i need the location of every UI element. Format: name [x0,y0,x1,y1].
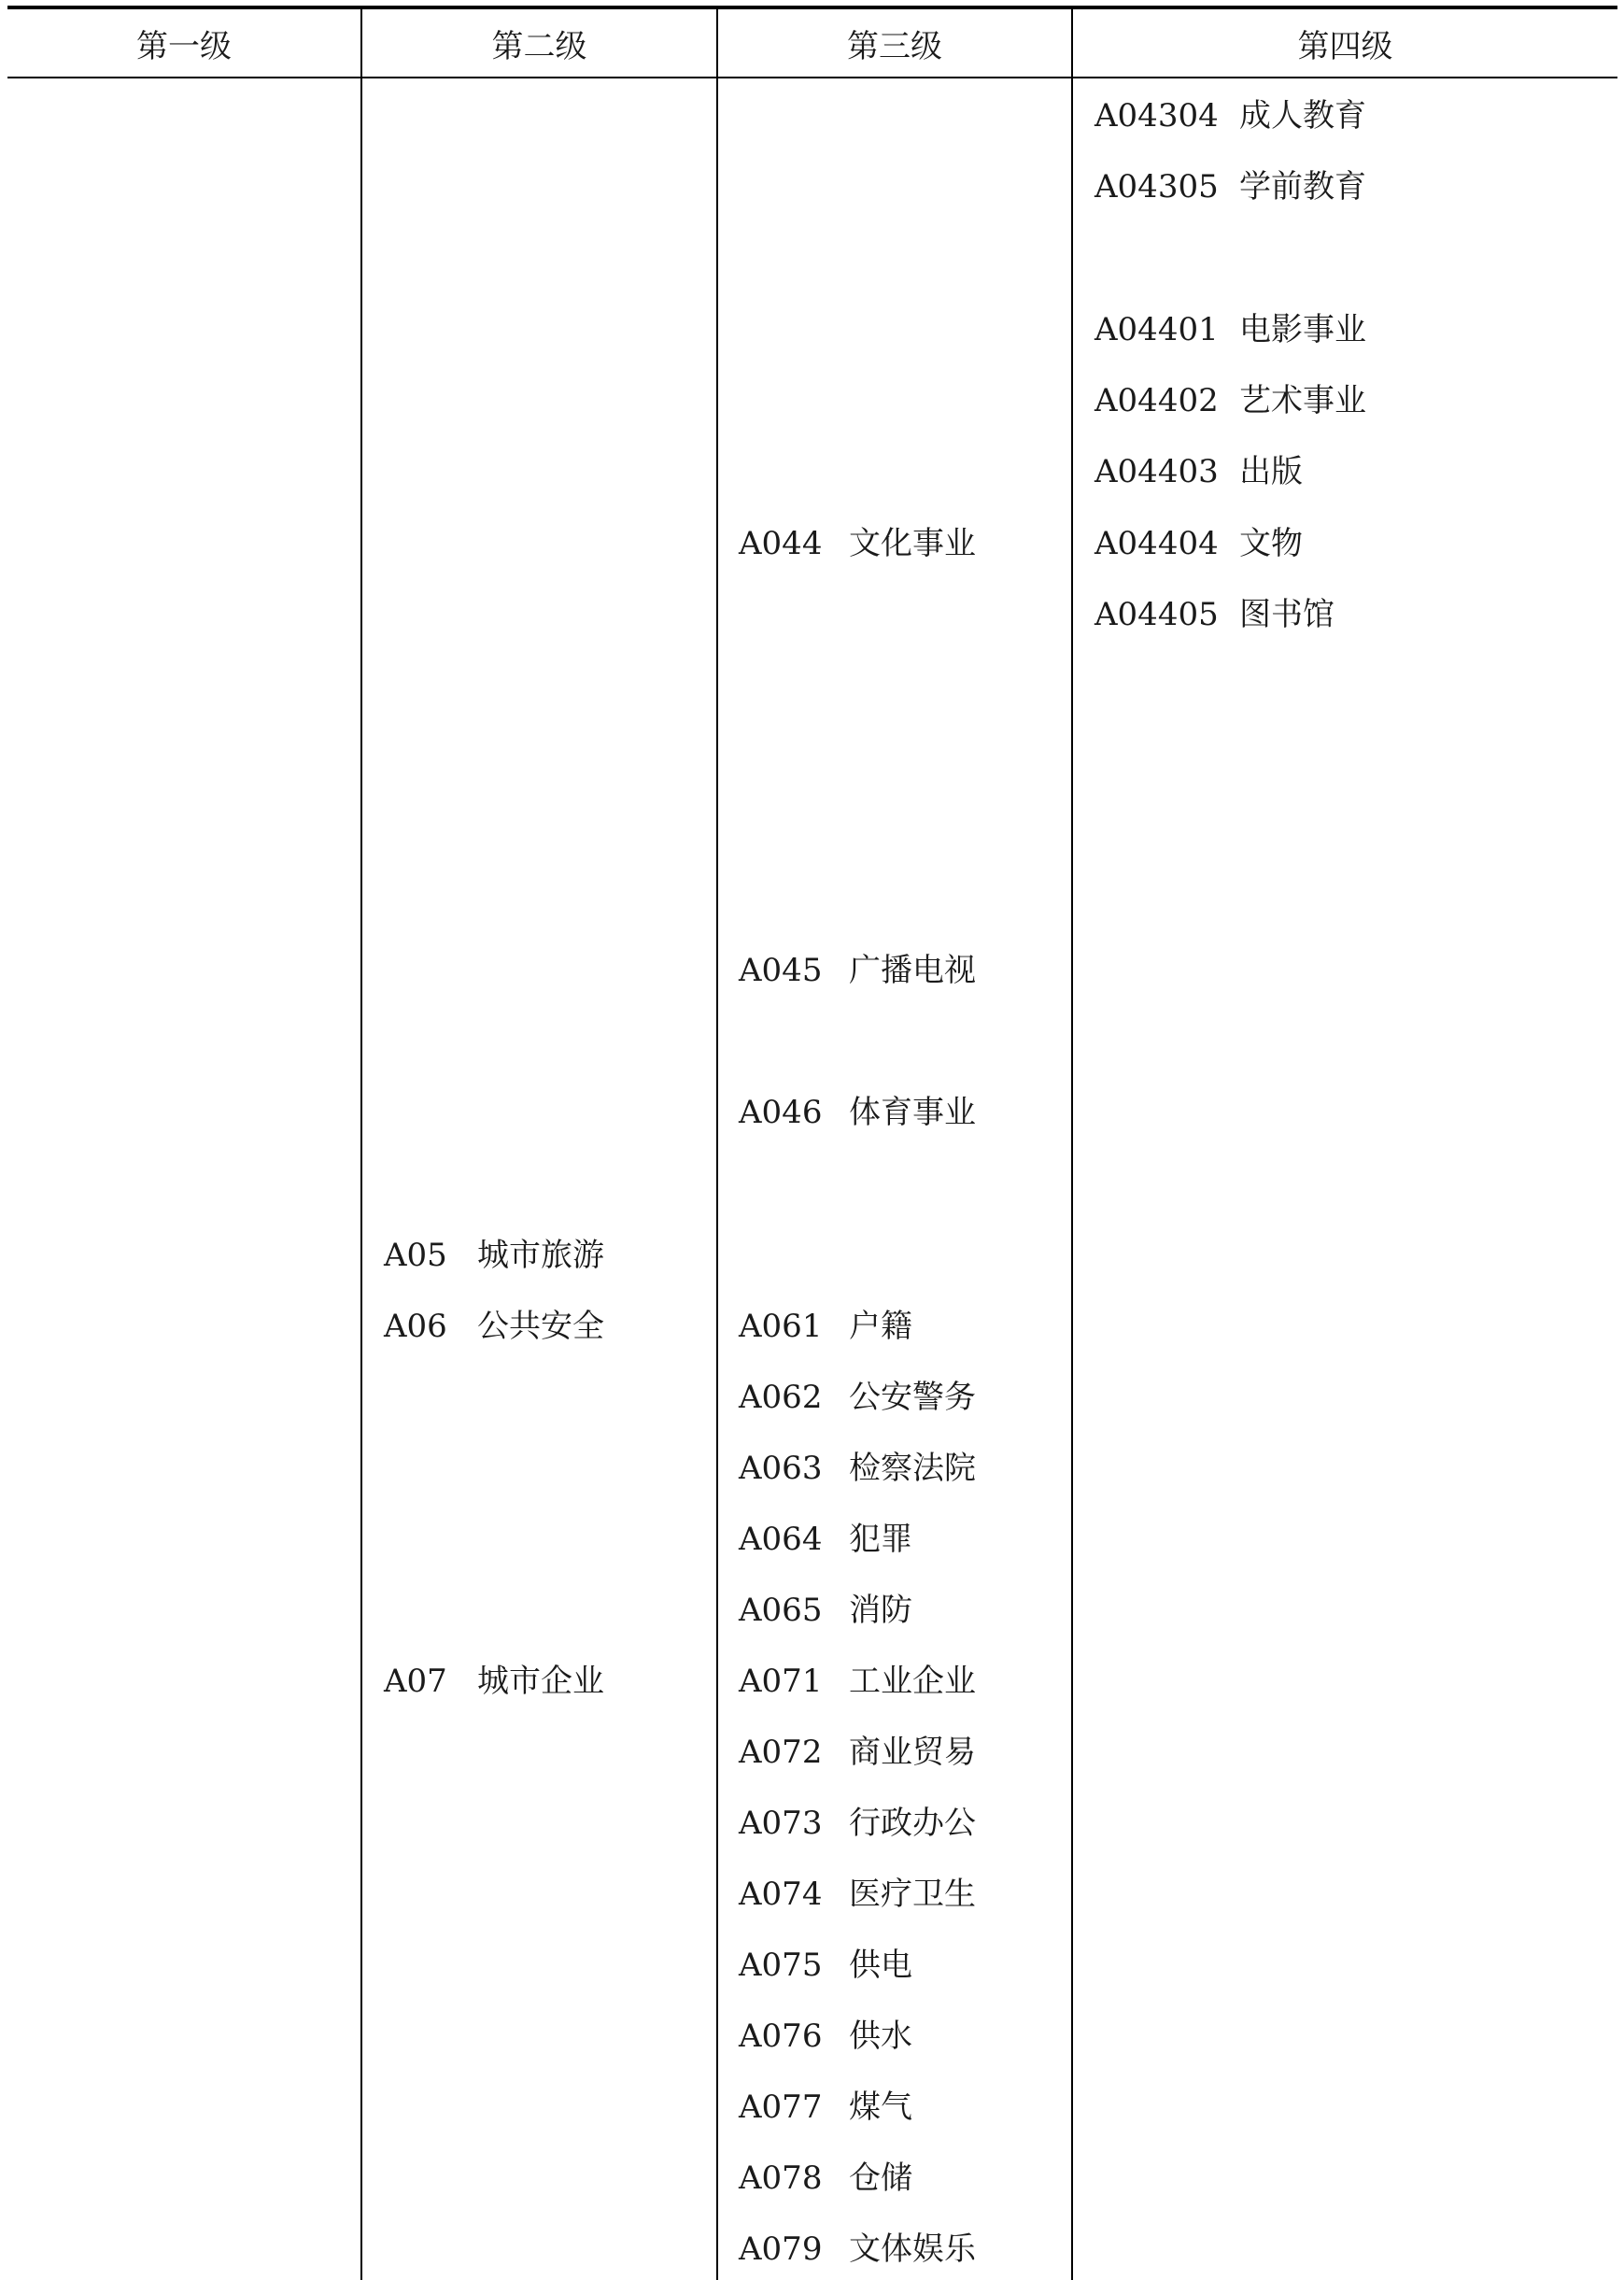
level4-entry [1094,453,1303,490]
entry-name: 医疗卫生 [849,1876,976,1913]
entry-code: A04305 [1094,168,1219,205]
level4-entry [1094,382,1366,419]
entry-name: 体育事业 [849,1094,976,1131]
header-level1: 第一级 [136,27,232,65]
entry-code: A076 [739,2018,823,2055]
entry-name: 犯罪 [849,1521,912,1558]
entry-code: A07 [384,1663,447,1700]
level2-entry [384,1663,604,1700]
entry-code: A064 [739,1521,823,1558]
level3-entry [739,952,976,989]
level4-entry [1094,311,1366,348]
entry-name: 成人教育 [1239,97,1366,135]
entry-code: A073 [739,1805,823,1842]
header-level4: 第四级 [1297,27,1393,65]
entry-name: 电影事业 [1239,311,1366,348]
entry-code: A04403 [1094,453,1219,490]
entry-code: A04402 [1094,382,1219,419]
entry-code: A061 [739,1308,823,1345]
entry-code: A072 [739,1734,823,1771]
entry-name: 文物 [1239,525,1303,562]
level3-entry [739,1734,976,1771]
entry-name: 艺术事业 [1239,382,1366,419]
header-level3: 第三级 [847,27,942,65]
entry-name: 公共安全 [477,1308,604,1345]
entry-name: 文化事业 [849,525,976,562]
entry-code: A046 [739,1094,823,1131]
header-level2: 第二级 [491,27,587,65]
entry-code: A078 [739,2160,823,2197]
level3-entry [739,525,976,562]
entry-code: A044 [739,525,823,562]
entry-name: 出版 [1239,453,1303,490]
level2-entry [384,1308,604,1345]
level3-entry [739,1521,912,1558]
entry-code: A04404 [1094,525,1219,562]
entry-name: 城市企业 [477,1663,604,1700]
level3-entry [739,1308,912,1345]
entry-name: 城市旅游 [477,1237,604,1274]
entry-name: 供水 [849,2018,912,2055]
entry-code: A063 [739,1450,823,1487]
entry-code: A062 [739,1379,823,1416]
entry-name: 广播电视 [849,952,976,989]
entry-name: 户籍 [849,1308,912,1345]
header-bottom-rule [7,77,1617,78]
level3-entry [739,1876,976,1913]
level3-entry [739,2018,912,2055]
entry-name: 消防 [849,1592,912,1629]
entry-name: 学前教育 [1239,168,1366,205]
entry-name: 仓储 [849,2160,912,2197]
entry-code: A05 [384,1237,447,1274]
entry-code: A071 [739,1663,823,1700]
entry-name: 工业企业 [849,1663,976,1700]
column-divider [360,9,362,2280]
entry-code: A045 [739,952,823,989]
entry-code: A075 [739,1947,823,1984]
level4-entry [1094,525,1303,562]
level3-entry [739,2160,912,2197]
entry-name: 图书馆 [1239,596,1335,633]
column-divider [716,9,718,2280]
entry-name: 供电 [849,1947,912,1984]
level3-entry [739,2089,912,2126]
entry-name: 公安警务 [849,1379,976,1416]
entry-code: A065 [739,1592,823,1629]
column-divider [1071,9,1073,2280]
entry-code: A06 [384,1308,447,1345]
entry-name: 检察法院 [849,1450,976,1487]
level4-entry [1094,97,1366,135]
entry-name: 煤气 [849,2089,912,2126]
entry-code: A077 [739,2089,823,2126]
level3-entry [739,1592,912,1629]
entry-name: 商业贸易 [849,1734,976,1771]
level2-entry [384,1237,604,1274]
level4-entry [1094,596,1335,633]
entry-code: A04401 [1094,311,1219,348]
level3-entry [739,1663,976,1700]
level3-entry [739,1094,976,1131]
entry-name: 文体娱乐 [849,2230,976,2268]
level3-entry [739,1805,976,1842]
entry-code: A04405 [1094,596,1219,633]
entry-code: A074 [739,1876,823,1913]
entry-name: 行政办公 [849,1805,976,1842]
entry-code: A04304 [1094,97,1219,135]
level3-entry [739,1450,976,1487]
level3-entry [739,1379,976,1416]
level3-entry [739,1947,912,1984]
entry-code: A079 [739,2230,823,2268]
level3-entry [739,2230,976,2268]
level4-entry [1094,168,1366,205]
